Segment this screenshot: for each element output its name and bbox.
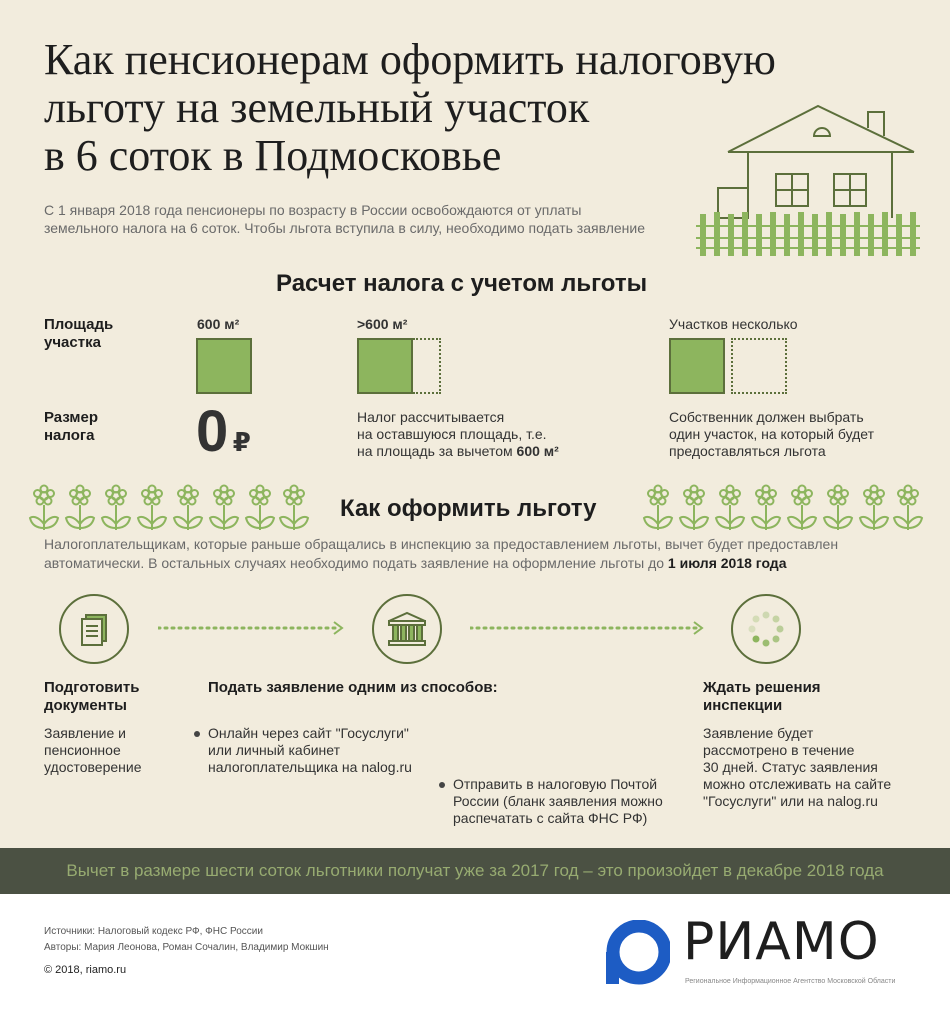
arrow-1 (158, 620, 346, 636)
heading-line: Ждать решения (703, 679, 821, 696)
label-line: Площадь (44, 316, 114, 333)
zero-tax (196, 398, 251, 465)
documents-icon (59, 594, 129, 664)
label-line: Размер (44, 409, 99, 426)
deduction-banner: Вычет в размере шести соток льготники получат уже за 2017 год – это произойдет в декабре 2018 года (0, 848, 950, 894)
text-line: рассмотрено в течение (703, 742, 855, 758)
text-line: России (бланк заявления можно (453, 793, 663, 809)
step3-heading (703, 679, 821, 715)
copyright: © 2018, riamo.ru (44, 964, 127, 976)
text-line: пенсионное (44, 742, 121, 758)
step1-heading (44, 679, 139, 715)
loading-icon (731, 594, 801, 664)
note-line: Налог рассчитывается (357, 409, 505, 425)
text-line: можно отслеживать на сайте (703, 776, 892, 792)
note-bold: 600 м² (516, 443, 559, 459)
text-part: автоматически. В остальных случаях необходимо подать заявление на оформление льготы до (44, 555, 668, 571)
text-line: Онлайн через сайт "Госуслуги" (208, 725, 409, 741)
note-text: на площадь за вычетом (357, 443, 517, 459)
col2-note (357, 409, 559, 460)
title-line: в 6 соток в Подмосковье (44, 131, 502, 180)
note-line (357, 443, 559, 460)
calc-heading: Расчет налога с учетом льготы (276, 270, 648, 297)
footer (0, 894, 950, 1011)
heading-line: инспекции (703, 697, 783, 714)
col1-header: 600 м² (197, 316, 240, 332)
text-line: Отправить в налоговую Почтой (453, 776, 658, 792)
title-line: льготу на земельный участок (44, 83, 590, 132)
text-line: "Госуслуги" или на nalog.ru (703, 793, 878, 809)
text-line: 30 дней. Статус заявления (703, 759, 878, 775)
text-line: налогоплательщика на nalog.ru (208, 759, 412, 775)
text-line: удостоверение (44, 759, 142, 775)
step2-heading: Подать заявление одним из способов: (208, 679, 498, 696)
tax-label (44, 409, 98, 445)
authors-text: Авторы: Мария Леонова, Роман Сочалин, Владимир Мокшин (44, 942, 329, 953)
zero-value: 0 (196, 399, 229, 464)
text-line: или личный кабинет (208, 742, 341, 758)
note-line: на оставшуюся площадь, т.е. (357, 426, 547, 442)
col2-header: >600 м² (357, 316, 408, 332)
note-line: предоставляться льгота (669, 443, 826, 459)
heading-line: документы (44, 697, 127, 714)
text-line: Налогоплательщикам, которые раньше обращались в инспекцию за предоставлением льготы, вычет будет предоставлен (44, 536, 839, 552)
text-line: Заявление будет (703, 725, 814, 741)
label-line: участка (44, 334, 101, 351)
plot-square (357, 338, 413, 394)
plot-square (669, 338, 725, 394)
plot-square (196, 338, 252, 394)
step1-text (44, 725, 142, 776)
deadline-date: 1 июля 2018 года (667, 555, 787, 571)
intro-line: С 1 января 2018 года пенсионеры по возрасту в России освобождаются от уплаты (44, 202, 582, 218)
credits (44, 924, 329, 956)
step3-text (703, 725, 891, 810)
note-line: Собственник должен выбрать (669, 409, 864, 425)
text-line: распечатать с сайта ФНС РФ) (453, 810, 648, 826)
bank-icon (372, 594, 442, 664)
sources-text: Источники: Налоговый кодекс РФ, ФНС России (44, 926, 263, 937)
howto-text (44, 535, 914, 573)
title-line: Как пенсионерам оформить налоговую (44, 35, 776, 84)
heading-line: Подготовить (44, 679, 140, 696)
text-line: Заявление и (44, 725, 126, 741)
howto-heading: Как оформить льготу (340, 495, 597, 522)
logo-subtitle: Региональное Информационное Агентство Московской Области (685, 978, 896, 985)
second-plot-square (731, 338, 787, 394)
intro-text (44, 201, 694, 237)
area-label (44, 316, 113, 352)
extra-area-square (413, 338, 441, 394)
col3-note (669, 409, 874, 460)
note-line: один участок, на который будет (669, 426, 875, 442)
riamo-logo[interactable]: РИАМО (683, 912, 880, 972)
ruble-sign: ₽ (232, 427, 251, 457)
flowers-left (28, 484, 310, 530)
text-line (44, 554, 914, 573)
intro-line: земельного налога на 6 соток. Чтобы льгота вступила в силу, необходимо подать заявление (44, 220, 645, 236)
house-icon (696, 100, 920, 256)
col3-header: Участков несколько (669, 316, 798, 332)
arrow-2 (470, 620, 706, 636)
label-line: налога (44, 427, 95, 444)
riamo-logo-icon (604, 920, 670, 986)
flowers-right (642, 484, 924, 530)
